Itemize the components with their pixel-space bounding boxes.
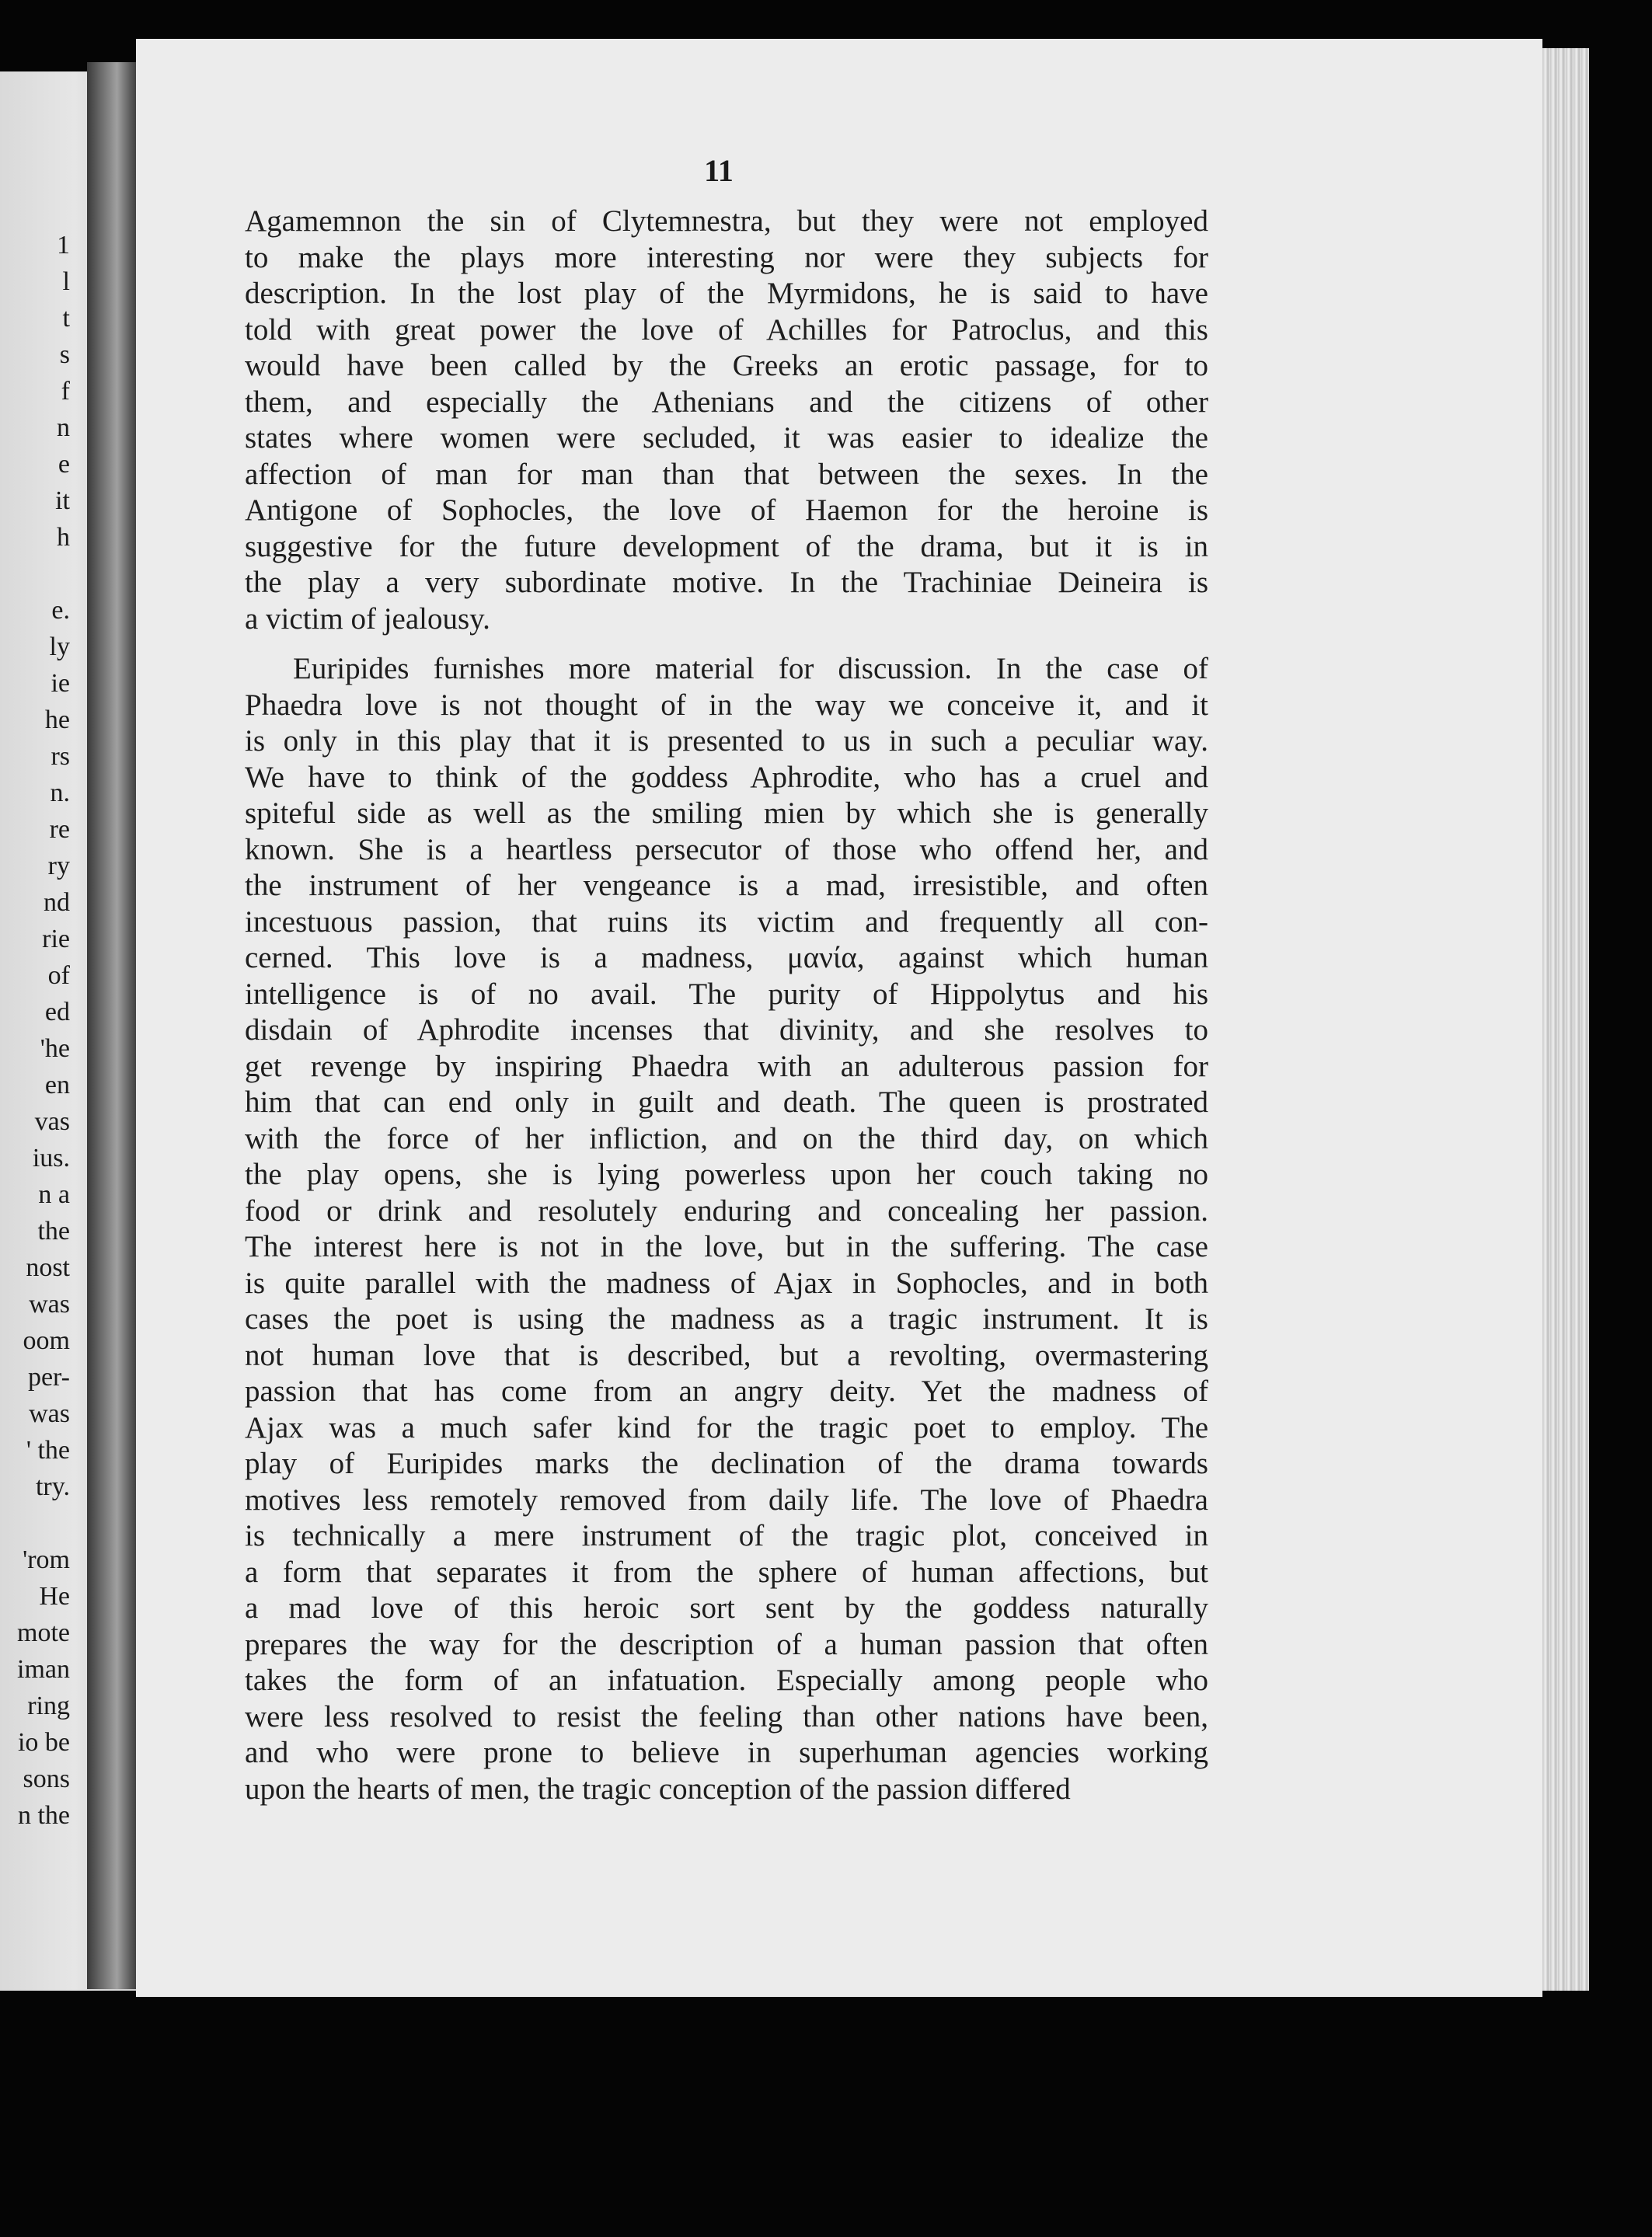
text-line: him that can end only in guilt and death. The queen is prostrated — [245, 1085, 1208, 1119]
facing-page-line: ring — [27, 1692, 70, 1720]
facing-page-line: per- — [27, 1363, 70, 1392]
facing-page-line: mote — [17, 1619, 70, 1647]
text-line: is technically a mere instrument of the tragic plot, conceived in — [245, 1519, 1208, 1552]
text-line: and who were prone to believe in superhuman agencies working — [245, 1736, 1208, 1769]
facing-page-line: 'rom — [23, 1545, 70, 1574]
facing-page-line: ie — [51, 669, 70, 698]
text-line: Antigone of Sophocles, the love of Haemon for the heroine is — [245, 493, 1208, 527]
facing-page-line: f — [61, 377, 70, 406]
facing-page-line: oom — [23, 1326, 70, 1355]
facing-page-line: ry — [47, 852, 70, 880]
facing-page-line: He — [39, 1582, 70, 1611]
facing-page-line: e — [58, 450, 70, 479]
facing-page-line: io be — [17, 1728, 70, 1757]
text-line: Euripides furnishes more material for discussion. In the case of — [293, 652, 1208, 685]
facing-page-line: ' the — [26, 1436, 70, 1465]
text-line: passion that has come from an angry deity. Yet the madness of — [245, 1375, 1208, 1408]
book-gutter — [87, 62, 141, 1989]
text-line: would have been called by the Greeks an erotic passage, for to — [245, 349, 1208, 382]
facing-page-line: 'he — [40, 1034, 70, 1063]
text-line: told with great power the love of Achilles for Patroclus, and this — [245, 312, 1208, 347]
facing-page-line: n the — [17, 1801, 70, 1830]
text-line: states where women were secluded, it was easier to idealize the — [245, 421, 1208, 455]
text-line: Phaedra love is not thought of in the way we conceive it, and it — [245, 688, 1208, 722]
facing-page-line: try. — [35, 1472, 70, 1501]
facing-page-line: n. — [50, 779, 70, 807]
text-line: known. She is a heartless persecutor of those who offend her, and — [245, 832, 1208, 866]
text-line: a victim of jealousy. — [245, 601, 490, 636]
facing-page-line: e. — [51, 596, 70, 625]
text-line: play of Euripides marks the declination of the drama towards — [245, 1447, 1208, 1480]
facing-page-line — [17, 556, 70, 592]
facing-page-line: rs — [51, 742, 70, 771]
facing-page-line: sons — [23, 1765, 70, 1793]
text-line: takes the form of an infatuation. Especially among people who — [245, 1664, 1208, 1697]
page-number: 11 — [704, 153, 734, 188]
facing-page-line: l — [62, 267, 70, 296]
text-line: them, and especially the Athenians and the citizens of other — [245, 385, 1208, 419]
text-line: The interest here is not in the love, but in the suffering. The case — [245, 1230, 1208, 1263]
text-line: suggestive for the future development of the drama, but it is in — [245, 529, 1208, 563]
facing-page-line: ed — [44, 998, 70, 1026]
facing-page-line — [17, 1505, 70, 1542]
text-line: disdain of Aphrodite incenses that divinity, and she resolves to — [245, 1013, 1208, 1047]
paragraph-1 — [245, 204, 1208, 637]
facing-page-line: was — [29, 1290, 70, 1319]
facing-page-line: rie — [42, 925, 70, 953]
paragraph-2 — [245, 651, 1208, 1807]
text-line: intelligence is of no avail. The purity of Hippolytus and his — [245, 977, 1208, 1011]
text-line: is only in this play that it is presented to us in such a peculiar way. — [245, 724, 1208, 758]
text-line: a mad love of this heroic sort sent by the goddess naturally — [245, 1591, 1208, 1625]
facing-page-line: n a — [38, 1180, 70, 1209]
facing-page-line: it — [55, 486, 70, 515]
facing-page-line: en — [44, 1071, 70, 1099]
text-line: spiteful side as well as the smiling mien by which she is generally — [245, 796, 1208, 830]
facing-page-line: ly — [49, 632, 70, 661]
facing-page-line: the — [37, 1217, 70, 1246]
text-line: affection of man for man than that between the sexes. In the — [245, 457, 1208, 491]
facing-page-line: was — [29, 1399, 70, 1428]
facing-page-line: nost — [26, 1253, 70, 1282]
text-line: cases the poet is using the madness as a tragic instrument. It is — [245, 1302, 1208, 1336]
facing-page-line: iman — [17, 1655, 70, 1684]
facing-page-line: 1 — [57, 231, 70, 260]
text-line: get revenge by inspiring Phaedra with an adulterous passion for — [245, 1049, 1208, 1083]
text-line: incestuous passion, that ruins its victim and frequently all con- — [245, 904, 1208, 939]
facing-page-line: h — [57, 523, 70, 552]
facing-page-line: nd — [44, 888, 70, 917]
text-line: were less resolved to resist the feeling than other nations have been, — [245, 1699, 1208, 1734]
text-line: is quite parallel with the madness of Ajax in Sophocles, and in both — [245, 1266, 1208, 1300]
facing-page-line: n — [57, 413, 70, 442]
page-body — [245, 204, 1208, 1807]
facing-page-line: vas — [34, 1107, 70, 1136]
text-line: description. In the lost play of the Myrmidons, he is said to have — [245, 277, 1208, 310]
facing-page-line: re — [49, 815, 70, 844]
facing-page-line: ius. — [32, 1144, 70, 1173]
text-line: to make the plays more interesting nor were they subjects for — [245, 240, 1208, 274]
facing-page-line: of — [47, 961, 70, 990]
text-line: a form that separates it from the sphere of human affections, but — [245, 1555, 1208, 1589]
text-line: Ajax was a much safer kind for the tragic poet to employ. The — [245, 1410, 1208, 1444]
text-line: not human love that is described, but a revolting, overmastering — [245, 1338, 1208, 1372]
facing-page-line: s — [59, 340, 70, 369]
text-line: the play a very subordinate motive. In the Trachiniae Deineira is — [245, 566, 1208, 599]
text-line: the play opens, she is lying powerless upon her couch taking no — [245, 1158, 1208, 1191]
text-line: upon the hearts of men, the tragic conception of the passion differed — [245, 1772, 1071, 1806]
page-stack-edge — [1535, 48, 1589, 1991]
text-line: motives less remotely removed from daily life. The love of Phaedra — [245, 1483, 1208, 1517]
text-line: with the force of her infliction, and on the third day, on which — [245, 1121, 1208, 1155]
text-line: We have to think of the goddess Aphrodite, who has a cruel and — [245, 760, 1208, 794]
facing-page-text — [17, 227, 70, 1834]
text-line: cerned. This love is a madness, μανία, against which human — [245, 941, 1208, 974]
text-line: food or drink and resolutely enduring and concealing her passion. — [245, 1193, 1208, 1228]
text-line: Agamemnon the sin of Clytemnestra, but they were not employed — [245, 204, 1208, 238]
text-line: the instrument of her vengeance is a mad, irresistible, and often — [245, 869, 1208, 902]
facing-page-line: t — [62, 304, 70, 333]
facing-page-line: he — [44, 706, 70, 734]
text-line: prepares the way for the description of a human passion that often — [245, 1627, 1208, 1661]
